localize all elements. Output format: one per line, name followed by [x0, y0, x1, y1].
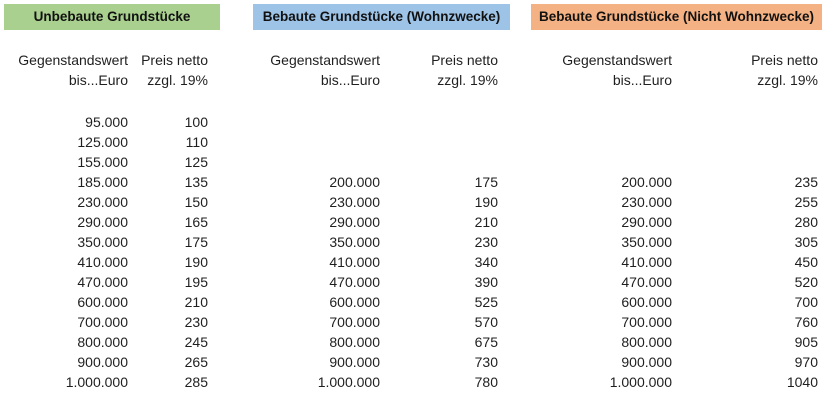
preis-netto-value: 730: [474, 354, 498, 370]
preis-netto-value: [672, 132, 818, 152]
table-row: [253, 192, 510, 212]
table-row: [531, 152, 822, 172]
table-row: [4, 192, 220, 212]
preis-netto-value: 1040: [786, 374, 818, 390]
gegenstandswert-value: 600.000: [77, 294, 128, 310]
table-row: [253, 372, 510, 392]
gegenstandswert-value: [531, 112, 672, 132]
gegenstandswert-value: 600.000: [621, 294, 672, 310]
gegenstandswert-value: 95.000: [85, 114, 128, 130]
preis-netto-value: 210: [474, 214, 498, 230]
gegenstandswert-value: 800.000: [329, 334, 380, 350]
spacer: [531, 90, 822, 112]
preis-netto-value: 340: [474, 254, 498, 270]
table-row: [531, 292, 822, 312]
column-headers: [531, 50, 822, 90]
table-row: [4, 352, 220, 372]
preis-netto-value: 570: [474, 314, 498, 330]
table-row: [253, 252, 510, 272]
section-bebaute-grundstuecke-nicht-wohnzwecke: [531, 4, 822, 392]
preis-netto-value: 760: [794, 314, 818, 330]
table-row: [4, 312, 220, 332]
table-row: [531, 172, 822, 192]
table-row: [4, 272, 220, 292]
preis-netto-value: 100: [184, 114, 208, 130]
gegenstandswert-value: 200.000: [329, 174, 380, 190]
preis-netto-value: 195: [184, 274, 208, 290]
table-row: [4, 292, 220, 312]
gegenstandswert-value: 350.000: [329, 234, 380, 250]
gegenstandswert-value: 900.000: [329, 354, 380, 370]
section-title: Bebaute Grundstücke (Nicht Wohnzwecke): [531, 4, 822, 30]
table-row: [4, 212, 220, 232]
table-row: [531, 352, 822, 372]
table-row: [253, 212, 510, 232]
spacer: [253, 90, 510, 112]
preis-netto-value: 265: [184, 354, 208, 370]
preis-netto-value: [380, 152, 498, 172]
preis-netto-value: [672, 152, 818, 172]
preis-netto-value: 235: [794, 174, 818, 190]
gegenstandswert-value: 900.000: [621, 354, 672, 370]
preis-netto-value: 175: [474, 174, 498, 190]
table-row: [253, 272, 510, 292]
gegenstandswert-value: 350.000: [621, 234, 672, 250]
section-title: Bebaute Grundstücke (Wohnzwecke): [253, 4, 510, 30]
gegenstandswert-value: 410.000: [329, 254, 380, 270]
table-row: [531, 112, 822, 132]
column-headers: [253, 50, 510, 90]
preis-netto-value: [380, 112, 498, 132]
preis-netto-value: 285: [184, 374, 208, 390]
table-rows: [531, 112, 822, 392]
gegenstandswert-value: 230.000: [77, 194, 128, 210]
col-header-bis-euro: bis...Euro: [68, 72, 128, 88]
gegenstandswert-value: 1.000.000: [609, 374, 672, 390]
gegenstandswert-value: 230.000: [621, 194, 672, 210]
col-header-preis-netto: Preis netto: [751, 52, 818, 68]
spacer: [4, 90, 220, 112]
gegenstandswert-value: 155.000: [77, 154, 128, 170]
gegenstandswert-value: 410.000: [621, 254, 672, 270]
table-row: [4, 232, 220, 252]
preis-netto-value: 390: [474, 274, 498, 290]
gegenstandswert-value: 600.000: [329, 294, 380, 310]
gegenstandswert-value: 290.000: [77, 214, 128, 230]
col-header-zzgl-19: zzgl. 19%: [437, 72, 498, 88]
table-row: [531, 232, 822, 252]
table-row: [531, 272, 822, 292]
section-bebaute-grundstuecke-wohnzwecke: [253, 4, 510, 392]
gegenstandswert-value: 700.000: [329, 314, 380, 330]
section-title: Unbebaute Grundstücke: [4, 4, 220, 30]
preis-netto-value: 165: [184, 214, 208, 230]
preis-netto-value: 970: [794, 354, 818, 370]
preis-netto-value: 245: [184, 334, 208, 350]
preis-netto-value: 525: [474, 294, 498, 310]
preis-netto-value: 110: [185, 134, 208, 150]
preis-netto-value: 150: [184, 194, 208, 210]
table-row: [253, 332, 510, 352]
section-unbebaute-grundstuecke: [4, 4, 220, 392]
gegenstandswert-value: 800.000: [621, 334, 672, 350]
table-row: [4, 372, 220, 392]
gegenstandswert-value: 230.000: [329, 194, 380, 210]
gegenstandswert-value: 1.000.000: [317, 374, 380, 390]
table-row: [253, 352, 510, 372]
preis-netto-value: 175: [184, 234, 208, 250]
preis-netto-value: 905: [794, 334, 818, 350]
table-row: [4, 132, 220, 152]
table-row: [531, 212, 822, 232]
table-row: [4, 112, 220, 132]
table-row: [4, 252, 220, 272]
gegenstandswert-value: 290.000: [329, 214, 380, 230]
gegenstandswert-value: [531, 152, 672, 172]
col-header-bis-euro: bis...Euro: [612, 72, 672, 88]
gegenstandswert-value: 200.000: [621, 174, 672, 190]
table-row: [253, 292, 510, 312]
col-header-preis-netto: Preis netto: [141, 52, 208, 68]
gegenstandswert-value: 410.000: [77, 254, 128, 270]
gegenstandswert-value: 700.000: [77, 314, 128, 330]
gegenstandswert-value: 290.000: [621, 214, 672, 230]
preis-netto-value: 255: [794, 194, 818, 210]
preis-netto-value: 190: [184, 254, 208, 270]
table-row: [253, 112, 510, 132]
preis-netto-value: 280: [794, 214, 818, 230]
gegenstandswert-value: [253, 112, 380, 132]
col-header-zzgl-19: zzgl. 19%: [757, 72, 818, 88]
table-row: [4, 172, 220, 192]
preis-netto-value: 190: [474, 194, 498, 210]
gegenstandswert-value: 125.000: [77, 134, 128, 150]
gegenstandswert-value: [531, 132, 672, 152]
table-row: [253, 172, 510, 192]
gegenstandswert-value: 900.000: [77, 354, 128, 370]
table-row: [531, 252, 822, 272]
gegenstandswert-value: 1.000.000: [65, 374, 128, 390]
preis-netto-value: 450: [794, 254, 818, 270]
column-headers: [4, 50, 220, 90]
table-row: [253, 132, 510, 152]
preis-netto-value: [672, 112, 818, 132]
table-row: [253, 312, 510, 332]
table-rows: [4, 112, 220, 392]
table-row: [531, 132, 822, 152]
col-header-gegenstandswert: Gegenstandswert: [18, 52, 128, 68]
table-row: [253, 232, 510, 252]
col-header-bis-euro: bis...Euro: [320, 72, 380, 88]
preis-netto-value: 520: [794, 274, 818, 290]
preis-netto-value: 700: [794, 294, 818, 310]
table-row: [531, 192, 822, 212]
gegenstandswert-value: 185.000: [77, 174, 128, 190]
table-row: [531, 372, 822, 392]
preis-netto-value: 305: [794, 234, 818, 250]
gegenstandswert-value: 350.000: [77, 234, 128, 250]
table-row: [4, 332, 220, 352]
preis-netto-value: 230: [184, 314, 208, 330]
col-header-gegenstandswert: Gegenstandswert: [270, 52, 380, 68]
preis-netto-value: 780: [474, 374, 498, 390]
preis-netto-value: 230: [474, 234, 498, 250]
gegenstandswert-value: 470.000: [329, 274, 380, 290]
preis-netto-value: 125: [184, 154, 208, 170]
gegenstandswert-value: 800.000: [77, 334, 128, 350]
gegenstandswert-value: [253, 152, 380, 172]
preis-netto-value: [380, 132, 498, 152]
table-row: [253, 152, 510, 172]
preis-netto-value: 210: [184, 294, 208, 310]
gegenstandswert-value: [253, 132, 380, 152]
preis-netto-value: 135: [184, 174, 208, 190]
table-rows: [253, 112, 510, 392]
col-header-preis-netto: Preis netto: [431, 52, 498, 68]
table-row: [4, 152, 220, 172]
table-row: [531, 332, 822, 352]
gegenstandswert-value: 700.000: [621, 314, 672, 330]
col-header-zzgl-19: zzgl. 19%: [147, 72, 208, 88]
table-row: [531, 312, 822, 332]
gegenstandswert-value: 470.000: [77, 274, 128, 290]
gegenstandswert-value: 470.000: [621, 274, 672, 290]
col-header-gegenstandswert: Gegenstandswert: [562, 52, 672, 68]
preis-netto-value: 675: [474, 334, 498, 350]
